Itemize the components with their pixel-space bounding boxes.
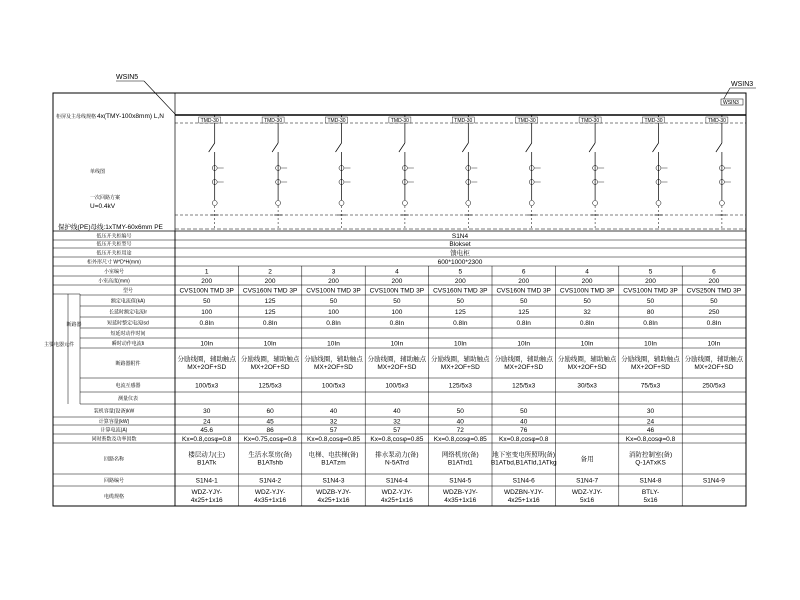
cell-breaker: CVS100N TMD 3P	[179, 287, 234, 295]
cell-ir: 100	[201, 309, 213, 316]
output-terminal	[656, 201, 661, 206]
feeder-6	[516, 115, 541, 229]
feeder-4	[389, 115, 414, 229]
cell-cable-line: WDZB-YJY-	[316, 489, 351, 496]
data-table	[44, 231, 746, 506]
cell-accessory	[368, 354, 427, 371]
cell-cable	[191, 489, 223, 504]
switch-blade	[526, 143, 532, 152]
cell-breaker: CVS100N TMD 3P	[306, 287, 361, 295]
cell-accessory-line: 分励线圈，辅助触点	[621, 356, 680, 363]
cell-inom: 50	[203, 298, 211, 305]
side-label-breaker: 断路器	[66, 322, 82, 328]
cell-kx: Kx=0.8,cosφ=0.8	[625, 436, 676, 443]
output-terminal	[593, 201, 598, 206]
cell-accessory-line: 分励线圈，辅助触点	[367, 356, 427, 363]
cell-ct: 250/5x3	[702, 382, 726, 390]
cell-ct: 125/5x3	[512, 382, 536, 390]
breaker-box-text: TMD-30	[264, 118, 283, 124]
row-label-inom: 额定电流值(kA)	[110, 298, 146, 305]
row-label-ii: 瞬时动作电流Ii	[111, 341, 145, 347]
row-label-breaker: 型号	[122, 288, 134, 294]
cell-width: 200	[454, 278, 466, 285]
switch-blade	[399, 143, 405, 152]
cell-cable	[443, 489, 478, 504]
cell-inom: 50	[583, 298, 591, 305]
cell-isd: 0.8In	[453, 320, 468, 327]
cell-load-line: Q-1ATxKS	[635, 459, 666, 467]
cell-loop: S1N4-7	[576, 477, 599, 485]
cell-cable	[316, 489, 351, 504]
row-label-pn: 装机容量(设备)kW	[93, 408, 135, 415]
cell-pn: 50	[520, 408, 528, 415]
cell-accessory	[558, 354, 617, 371]
cell-breaker: CVS250N TMD 3P	[686, 287, 742, 295]
cell-ir: 125	[518, 309, 530, 316]
cell-pn: 40	[393, 408, 401, 415]
output-terminal	[276, 201, 281, 206]
cell-loop: S1N4-6	[512, 477, 535, 485]
cell-no: 3	[331, 268, 336, 276]
cell-cable-line: WDZBN-YJY-	[503, 489, 544, 496]
cell-isd: 0.8In	[262, 320, 278, 327]
cell-pc: 24	[646, 418, 655, 426]
cell-breaker: CVS100N TMD 3P	[369, 287, 425, 295]
cell-pc: 45	[266, 418, 274, 426]
cell-accessory-line: MX+2OF+SD	[187, 364, 227, 371]
output-terminal	[529, 201, 534, 206]
switch-blade	[336, 143, 342, 152]
cell-ii: 10In	[580, 340, 594, 348]
cell-cable	[572, 489, 602, 504]
cell-accessory-line: 分励线圈，辅助触点	[494, 356, 553, 363]
cell-load-line: B1ATzm	[321, 459, 346, 467]
primary-scheme-label: 一次回路方案	[90, 195, 121, 201]
cell-kx: Kx=0.8,cosφ=0.85	[370, 436, 424, 443]
busbar-row-label: 柜屏及主母线规格	[56, 114, 97, 120]
cell-pc: 40	[520, 418, 528, 426]
breaker-box-text: TMD-30	[644, 118, 663, 124]
cell-pn: 40	[329, 408, 338, 415]
cell-load-line: N-5ATrd	[384, 459, 409, 467]
feeder-9	[706, 115, 731, 229]
cell-kx: Kx=0.8,cosφ=0.8	[499, 436, 549, 443]
cell-ct: 125/5x3	[258, 382, 282, 390]
switch-blade	[716, 143, 722, 152]
switch-blade	[462, 143, 468, 152]
cell-loop: S1N4-9	[702, 477, 725, 485]
cell-ir: 125	[264, 309, 276, 316]
cell-inom: 50	[393, 298, 401, 305]
cell-isd: 0.8In	[326, 320, 341, 327]
cell-loop: S1N4-5	[449, 477, 472, 485]
cell-width: 200	[201, 278, 213, 285]
row-label-accessory: 断路器附件	[115, 361, 141, 367]
cell-cable-line: WDZ-YJY-	[191, 489, 222, 496]
cell-pn: 30	[646, 408, 655, 415]
cell-cable-line: WDZ-YJY-	[254, 489, 286, 496]
breaker-box-text: TMD-30	[454, 118, 473, 124]
cell-no: 2	[268, 268, 272, 276]
cell-ic: 57	[329, 427, 338, 434]
switch-blade	[272, 143, 278, 152]
cell-cable-line: 4x35+1x16	[444, 497, 477, 504]
cell-accessory-line: MX+2OF+SD	[440, 364, 480, 371]
cell-ii: 10In	[517, 340, 531, 348]
cell-no: 4	[395, 268, 399, 276]
cell-breaker: CVS100N TMD 3P	[623, 287, 678, 295]
cell-cable-line: 5x16	[643, 497, 658, 504]
cell-isd: 0.8In	[579, 320, 595, 327]
cell-load: 备用	[580, 456, 594, 463]
cell-load	[442, 450, 479, 467]
cell-accessory-line: 分励线圈，辅助触点	[177, 356, 236, 363]
cell-accessory	[304, 354, 363, 371]
cell-pn: 30	[203, 408, 211, 415]
cell-breaker: CVS160N TMD 3P	[242, 287, 298, 295]
cell-width: 200	[645, 278, 656, 285]
header-label-1: 低压开关柜型号	[96, 241, 132, 248]
cell-width: 200	[328, 278, 339, 285]
feeder-1	[199, 115, 224, 229]
row-label-loop: 回路编号	[103, 478, 125, 484]
cell-ic: 46	[646, 427, 655, 434]
cell-isd: 0.8In	[516, 320, 531, 327]
cell-accessory-line: MX+2OF+SD	[630, 364, 671, 371]
cell-accessory-line: 分励线圈，辅助触点	[431, 356, 490, 363]
cell-ct: 75/5x3	[640, 382, 661, 390]
cell-cable-line: 4x25+1x16	[190, 497, 223, 504]
row-label-kx: 同时系数及功率因数	[91, 436, 137, 443]
cell-ct: 100/5x3	[321, 382, 346, 390]
feeder-2	[262, 115, 287, 229]
cell-cable-line: 5x16	[580, 497, 595, 504]
cell-width: 200	[264, 278, 276, 285]
cell-width: 200	[581, 278, 593, 285]
header-value-2: 馈电柜	[450, 250, 470, 257]
cell-inom: 50	[456, 298, 464, 305]
feeder-8	[643, 115, 668, 229]
row-label-ic: 计算电流(A)	[100, 427, 128, 434]
cell-no: 6	[521, 268, 526, 276]
feeder-5	[452, 115, 477, 229]
cell-inom: 50	[329, 298, 338, 305]
row-label-ir: 长延时额定电流Ir	[108, 309, 148, 316]
cell-width: 200	[391, 278, 403, 285]
cell-inom: 125	[264, 298, 276, 305]
cell-pn: 60	[266, 408, 274, 415]
cell-pn: 50	[456, 408, 464, 415]
cell-isd: 0.8In	[643, 320, 658, 327]
cell-ct: 30/5x3	[577, 382, 597, 390]
cell-load-line: 楼层动力(主)	[188, 451, 226, 459]
breaker-box-text: TMD-30	[707, 118, 726, 124]
cell-load-line: 电梯、电扶梯(备)	[308, 451, 359, 459]
row-label-isd: 短延时整定电流Isd	[107, 320, 149, 327]
cell-accessory-line: 分励线圈，辅助触点	[240, 356, 300, 363]
cell-accessory-line: MX+2OF+SD	[504, 364, 544, 371]
cell-accessory	[431, 354, 490, 371]
output-terminal	[212, 201, 217, 206]
cell-breaker: CVS160N TMD 3P	[496, 287, 551, 295]
cell-cable-line: WDZB-YJY-	[442, 489, 478, 496]
cell-ii: 10In	[327, 340, 340, 348]
cell-accessory-line: 分励线圈，辅助触点	[684, 356, 744, 363]
cell-cable-line: WDZ-YJY-	[571, 489, 603, 496]
cell-cable-line: 4x25+1x16	[317, 497, 350, 504]
header-label-3: 柜外形尺寸 W*D*H(mm)	[87, 259, 141, 266]
output-terminal	[466, 201, 471, 206]
single-line-diagram	[56, 99, 746, 231]
cell-ic: 57	[393, 427, 401, 434]
cell-load	[375, 450, 418, 467]
cell-loop: S1N4-2	[259, 477, 282, 485]
cell-load-line: 地下室变电所照明(备)	[492, 451, 556, 459]
cell-inom: 50	[646, 298, 655, 305]
cell-ic: 76	[520, 427, 528, 434]
right-tag-text: WSIN3	[731, 81, 754, 88]
cell-load-line: B1ATshb	[257, 459, 283, 467]
single-line-label: 单线图	[90, 169, 106, 175]
cell-ir: 250	[708, 309, 720, 316]
cell-load-line: 生活水泵房(备)	[248, 451, 292, 459]
cell-load-line: B1ATrd1	[447, 459, 473, 467]
feeder-7	[579, 115, 604, 229]
cell-ii: 10In	[263, 340, 277, 348]
cell-accessory-line: MX+2OF+SD	[250, 364, 290, 371]
cell-cable	[642, 489, 659, 504]
cell-inom: 50	[710, 298, 718, 305]
row-label-isd2: 短延时动作时间	[110, 331, 146, 337]
cell-kx: Kx=0.8,cosφ=0.85	[307, 436, 360, 443]
row-label-width: 小室高度(mm)	[98, 278, 130, 285]
breaker-box-text: TMD-30	[200, 118, 219, 124]
cell-accessory	[177, 354, 236, 371]
breaker-box-text: TMD-30	[327, 118, 346, 124]
pe-busbar-label: 保护线(PE)母线:1xTMY-60x6mm PE	[58, 224, 163, 231]
header-value-3: 600*1000*2300	[437, 259, 483, 266]
voltage-label: U=0.4kV	[90, 203, 116, 210]
cell-ir: 32	[583, 309, 591, 316]
cell-load	[248, 450, 291, 467]
switch-blade	[209, 143, 215, 152]
output-terminal	[339, 201, 344, 206]
output-terminal	[719, 201, 724, 206]
cell-ic: 86	[266, 427, 274, 434]
left-tag-text: WSIN5	[116, 74, 139, 81]
cell-accessory	[241, 354, 300, 371]
cell-breaker: CVS100N TMD 3P	[559, 287, 615, 295]
cell-load	[188, 450, 225, 467]
cell-cable	[504, 489, 543, 504]
row-label-cable: 电缆规格	[103, 494, 125, 500]
cell-loop: S1N4-3	[322, 477, 345, 485]
left-tag	[116, 74, 176, 115]
side-label-main-elements: 主要电器元件	[43, 342, 75, 348]
cell-kx: Kx=0.75,cosφ=0.8	[243, 436, 297, 443]
cell-no: 6	[712, 268, 716, 276]
cell-inom: 50	[520, 298, 528, 305]
output-terminal	[402, 201, 407, 206]
cell-accessory-line: MX+2OF+SD	[694, 364, 734, 371]
cell-load-line: 消防控制室(备)	[628, 451, 673, 459]
cell-no: 5	[648, 268, 653, 276]
row-label-pc: 计算容量(kW)	[98, 419, 130, 425]
cell-load-line: 网络机房(备)	[441, 451, 479, 459]
cell-no: 1	[204, 268, 209, 276]
cell-isd: 0.8In	[706, 320, 722, 327]
cell-width: 200	[518, 278, 530, 285]
cell-loop: S1N4-8	[639, 477, 662, 485]
row-label-ct: 电流互感器	[115, 383, 141, 389]
cell-no: 5	[458, 268, 463, 276]
cell-pc: 24	[203, 418, 211, 426]
cell-no: 4	[585, 268, 589, 276]
cell-load-line: B1ATbd,B1ATld,1ATkg	[490, 459, 557, 467]
cell-accessory	[494, 354, 553, 371]
cell-ii: 10In	[390, 340, 404, 348]
cell-cable-line: 4x35+1x16	[254, 497, 287, 504]
cell-ir: 125	[454, 309, 466, 316]
cell-loop: S1N4-1	[195, 477, 218, 485]
header-label-2: 低压开关柜用途	[96, 250, 132, 257]
switch-blade	[589, 143, 595, 152]
row-label-meter: 测量仪表	[117, 396, 139, 402]
cell-kx: Kx=0.8,cosφ=0.85	[433, 436, 487, 443]
cell-pc: 32	[329, 418, 338, 426]
header-value-0: S1N4	[451, 233, 469, 240]
cell-ct: 100/5x3	[385, 382, 409, 390]
cell-load	[629, 450, 672, 467]
cell-accessory-line: MX+2OF+SD	[567, 364, 607, 371]
cell-load-line: 排水泵动力(备)	[375, 451, 419, 459]
cell-cable-line: 4x25+1x16	[507, 497, 540, 504]
cell-accessory	[621, 354, 680, 371]
cell-ic: 72	[456, 427, 464, 434]
cell-accessory-line: MX+2OF+SD	[313, 364, 354, 371]
breaker-box-text: TMD-30	[390, 118, 409, 124]
cell-ir: 100	[328, 309, 339, 316]
breaker-box-text: TMD-30	[517, 118, 536, 124]
cell-kx: Kx=0.8,cosφ=0.8	[182, 436, 232, 443]
feeder-3	[326, 115, 351, 229]
cell-breaker: CVS160N TMD 3P	[433, 287, 488, 295]
cell-loop: S1N4-4	[385, 477, 408, 485]
cell-ii: 10In	[453, 340, 467, 348]
cell-pc: 32	[393, 418, 401, 426]
cell-accessory-line: 分励线圈，辅助触点	[557, 356, 617, 363]
busbar-spec: 4x(TMY-100x8mm) L,N	[97, 113, 164, 120]
cell-load	[309, 450, 359, 467]
cell-ir: 100	[391, 309, 403, 316]
cell-ii: 10In	[707, 340, 721, 348]
row-label-no: 小室编号	[103, 269, 125, 275]
cell-ct: 100/5x3	[195, 382, 219, 390]
breaker-box-text: TMD-30	[581, 118, 600, 124]
cell-cable	[381, 489, 413, 504]
cell-accessory-line: MX+2OF+SD	[377, 364, 417, 371]
cell-cable-line: BTLY-	[641, 489, 660, 496]
row-label-load: 回路名称	[103, 456, 125, 463]
cell-ii: 10In	[200, 340, 214, 348]
cell-load-line: B1ATk	[197, 459, 217, 467]
cell-cable	[254, 489, 286, 504]
cell-cable-line: WDZ-YJY-	[381, 489, 413, 496]
cell-ii: 10In	[644, 340, 657, 348]
switch-blade	[653, 143, 659, 152]
bus-tag-text: WSIN3	[723, 100, 739, 106]
cell-isd: 0.8In	[199, 320, 214, 327]
header-label-0: 低压开关柜编号	[96, 233, 132, 240]
header-value-1: Blokset	[449, 241, 471, 248]
cell-ir: 80	[646, 309, 655, 316]
cell-accessory-line: 分励线圈，辅助触点	[304, 356, 363, 363]
cell-isd: 0.8In	[389, 320, 405, 327]
feeder-circuits	[199, 115, 731, 229]
cell-accessory	[685, 354, 744, 371]
cell-pc: 40	[456, 418, 464, 426]
cell-ct: 125/5x3	[448, 382, 472, 390]
cell-load	[491, 450, 557, 467]
cell-cable-line: 4x25+1x16	[380, 497, 413, 504]
cell-ic: 45.6	[200, 427, 214, 434]
cell-width: 200	[708, 278, 720, 285]
